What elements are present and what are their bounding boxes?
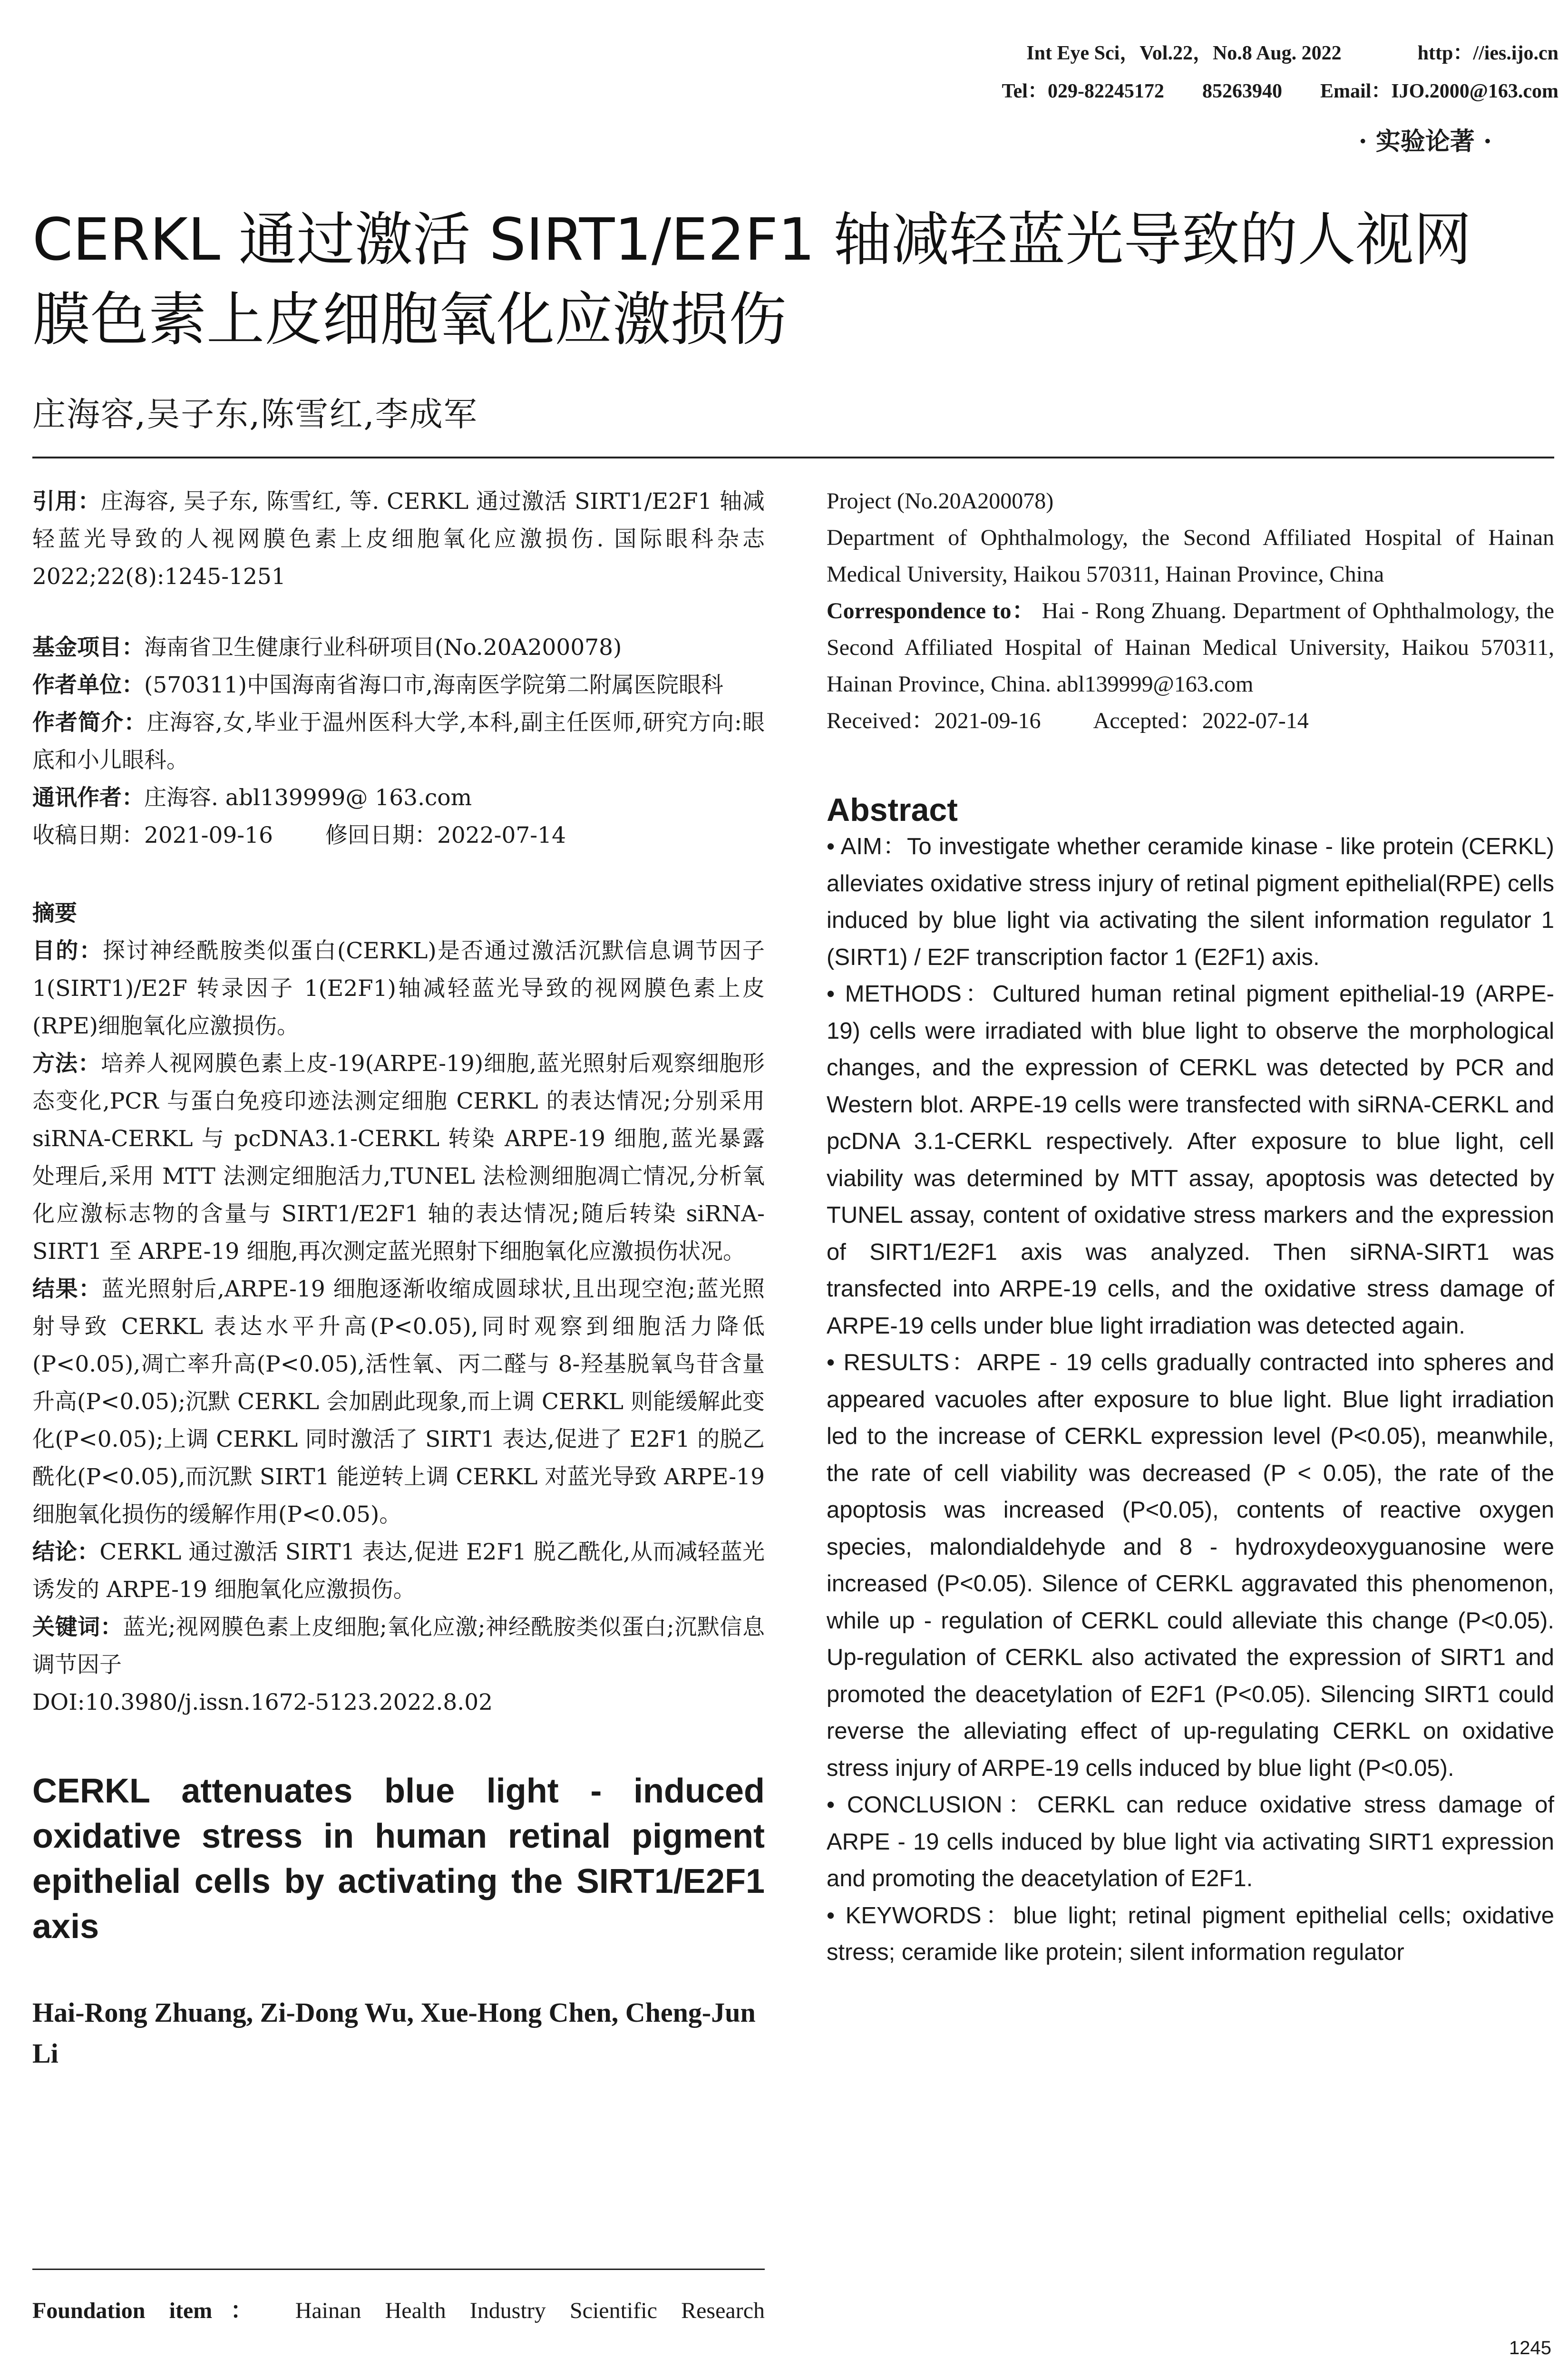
revised-date: 修回日期：2022-07-14: [325, 822, 566, 848]
abstract-heading-cn: 摘要: [32, 900, 77, 926]
received-en: Received：2021-09-16: [827, 708, 1041, 733]
english-authors: Hai-Rong Zhuang, Zi-Dong Wu, Xue-Hong Chen, Cheng-Jun Li: [32, 1997, 756, 2069]
fund-info: [32, 629, 765, 666]
objective-text: 探讨神经酰胺类似蛋白(CERKL)是否通过激活沉默信息调节因子 1(SIRT1)/E2F 转录因子 1(E2F1)轴减轻蓝光导致的视网膜色素上皮(RPE)细胞氧化应激损伤。: [32, 938, 765, 1039]
abstract-heading-en: Abstract: [827, 792, 958, 828]
unit-label: 作者单位：: [32, 672, 144, 698]
foundation-divider: [32, 2269, 765, 2270]
title-line-1: CERKL 通过激活 SIRT1/E2F1 轴减轻蓝光导致的人视网: [32, 206, 1472, 273]
abstract-aim: • AIM：To investigate whether ceramide kinase - like protein (CERKL) alleviates oxidative stress injury of retinal pigment epithelial(RPE) cells induced by blue light via activating the silent information regulator 1 (SIRT1) / E2F transcription factor 1 (E2F1) axis.: [827, 834, 1554, 970]
corr-label: 通讯作者：: [32, 785, 144, 811]
project-number: Project (No.20A200078): [827, 488, 1054, 514]
left-column: [32, 483, 765, 2074]
keywords-cn: [32, 1608, 765, 1684]
dates-cn: [32, 817, 765, 854]
conclusion-text: CERKL 通过激活 SIRT1 表达,促进 E2F1 脱乙酰化,从而减轻蓝光诱发的 ARPE-19 细胞氧化应激损伤。: [32, 1539, 765, 1603]
bio-text: 庄海容,女,毕业于温州医科大学,本科,副主任医师,研究方向:眼底和小儿眼科。: [32, 710, 765, 773]
abstract-methods-en: • METHODS：Cultured human retinal pigment epithelial-19 (ARPE-19) cells were irradiated with blue light to observe the morphological changes, and the expression of CERKL was detected by PCR and Western blot. ARPE-19 cells were transfected with siRNA-CERKL and pcDNA 3.1-CERKL respectively. After exposure to blue light, cell viability was determined by MTT assay, apoptosis was detected by TUNEL assay, content of oxidative stress markers and the expression of SIRT1/E2F1 axis was analyzed. Then siRNA-SIRT1 was transfected into ARPE-19 cells, and the oxidative stress damage of ARPE-19 cells under blue light irradiation was detected again.: [827, 981, 1554, 1339]
results-label: 结果：: [32, 1276, 102, 1302]
methods-label: 方法：: [32, 1051, 101, 1077]
foundation-label: Foundation item：: [32, 2298, 272, 2323]
citation-label: 引用：: [32, 488, 101, 515]
objective-label: 目的：: [32, 938, 103, 964]
abstract-conclusion: [32, 1533, 765, 1608]
dates-en: [827, 702, 1554, 739]
abstract-objective: [32, 932, 765, 1045]
journal-citation: Int Eye Sci，Vol.22，No.8 Aug. 2022: [1026, 42, 1342, 64]
abstract-keywords-en: • KEYWORDS：blue light; retinal pigment epithelial cells; oxidative stress; ceramide like protein; silent information regulator: [827, 1902, 1554, 1965]
abstract-methods: [32, 1045, 765, 1270]
bio-label: 作者简介：: [32, 710, 147, 736]
keywords-label: 关键词：: [32, 1614, 123, 1640]
corresponding-author: [32, 779, 765, 817]
author-bio: [32, 704, 765, 779]
journal-email: Email：IJO.2000@163.com: [1320, 80, 1558, 102]
unit-text: (570311)中国海南省海口市,海南医学院第二附属医院眼科: [144, 672, 724, 698]
abstract-results-en: • RESULTS：ARPE - 19 cells gradually contracted into spheres and appeared vacuoles after exposure to blue light. Blue light irradiation led to the increase of CERKL expression level (P<0.05), meanwhile, the rate of cell viability was decreased (P < 0.05), the rate of the apoptosis was increased (P<0.05), contents of reactive oxygen species, malondialdehyde and 8 - hydroxydeoxyguanosine were increased (P<0.05). Silence of CERKL aggravated this phenomenon, while up - regulation of CERKL could alleviate this change (P<0.05). Up-regulation of CERKL also activated the expression of SIRT1 and promoted the deacetylation of E2F1 (P<0.05). Silencing SIRT1 could reverse the alleviating effect of up-regulating CERKL on oxidative stress injury of ARPE-19 cells induced by blue light (P<0.05).: [827, 1350, 1554, 1781]
accepted-en: Accepted：2022-07-14: [1093, 708, 1309, 733]
english-title: CERKL attenuates blue light - induced oxidative stress in human retinal pigment epithelial cells by activating the SIRT1/E2F1 axis: [32, 1772, 765, 1946]
doi: DOI:10.3980/j.issn.1672-5123.2022.8.02: [32, 1689, 493, 1715]
page-number: 1245: [1509, 2338, 1551, 2358]
correspondence-text: Hai - Rong Zhuang. Department of Ophthalmology, the Second Affiliated Hospital of Hainan Medical University, Haikou 570311, Hainan Province, China. abl139999@163.com: [827, 598, 1554, 697]
running-header-line2: [992, 52, 1558, 104]
author-unit: [32, 666, 765, 704]
journal-tel: Tel：029-82245172: [1002, 80, 1164, 102]
fund-label: 基金项目：: [32, 634, 144, 661]
right-column: [827, 483, 1554, 1971]
citation-text: 庄海容, 吴子东, 陈雪红, 等. CERKL 通过激活 SIRT1/E2F1 轴减轻蓝光导致的人视网膜色素上皮细胞氧化应激损伤. 国际眼科杂志 2022;22(8):1245-1251: [32, 488, 765, 590]
section-label: · 实验论著 ·: [1358, 127, 1492, 156]
conclusion-label: 结论：: [32, 1539, 100, 1565]
foundation-block: [32, 2292, 765, 2329]
received-date: 收稿日期：2021-09-16: [32, 822, 273, 848]
correspondence-label: Correspondence to：: [827, 598, 1036, 623]
chinese-authors: 庄海容,吴子东,陈雪红,李成军: [32, 395, 478, 434]
corr-email: 庄海容. abl139999@ 163.com: [144, 785, 472, 811]
title-divider: [32, 457, 1554, 458]
foundation-item: [32, 2292, 765, 2329]
journal-tel2: 85263940: [1202, 80, 1282, 102]
foundation-text: Hainan Health Industry Scientific Research: [295, 2298, 765, 2323]
methods-text: 培养人视网膜色素上皮-19(ARPE-19)细胞,蓝光照射后观察细胞形态变化,PCR 与蛋白免疫印迹法测定细胞 CERKL 的表达情况;分别采用 siRNA-CERKL 与 pcDNA3.1-CERKL 转染 ARPE-19 细胞,蓝光暴露处理后,采用 MTT 法测定细胞活力,TUNEL 法检测细胞凋亡情况,分析氧化应激标志物的含量与 SIRT1/E2F1 轴的表达情况;随后转染 siRNA-SIRT1 至 ARPE-19 细胞,再次测定蓝光照射下细胞氧化应激损伤状况。: [32, 1051, 765, 1265]
article-title: [32, 200, 1545, 360]
fund-text: 海南省卫生健康行业科研项目(No.20A200078): [144, 634, 622, 661]
keywords-text: 蓝光;视网膜色素上皮细胞;氧化应激;神经酰胺类似蛋白;沉默信息调节因子: [32, 1614, 765, 1678]
correspondence-en: [827, 593, 1554, 702]
title-line-2: 膜色素上皮细胞氧化应激损伤: [32, 286, 787, 353]
abstract-conclusion-en: • CONCLUSION：CERKL can reduce oxidative stress damage of ARPE - 19 cells induced by blue light via activating SIRT1 expression and promoting the deacetylation of E2F1.: [827, 1792, 1554, 1891]
journal-url: http：//ies.ijo.cn: [1417, 42, 1558, 64]
abstract-results: [32, 1270, 765, 1533]
affiliation-en: Department of Ophthalmology, the Second Affiliated Hospital of Hainan Medical University, Haikou 570311, Hainan Province, China: [827, 525, 1554, 587]
citation: [32, 483, 765, 595]
results-text: 蓝光照射后,ARPE-19 细胞逐渐收缩成圆球状,且出现空泡;蓝光照射导致 CERKL 表达水平升高(P<0.05),同时观察到细胞活力降低(P<0.05),凋亡率升高(P<0.05),活性氧、丙二醛与 8-羟基脱氧鸟苷含量升高(P<0.05);沉默 CERKL 会加剧此现象,而上调 CERKL 则能缓解此变化(P<0.05);上调 CERKL 同时激活了 SIRT1 表达,促进了 E2F1 的脱乙酰化(P<0.05),而沉默 SIRT1 能逆转上调 CERKL 对蓝光导致 ARPE-19 细胞氧化损伤的缓解作用(P<0.05)。: [32, 1276, 765, 1528]
